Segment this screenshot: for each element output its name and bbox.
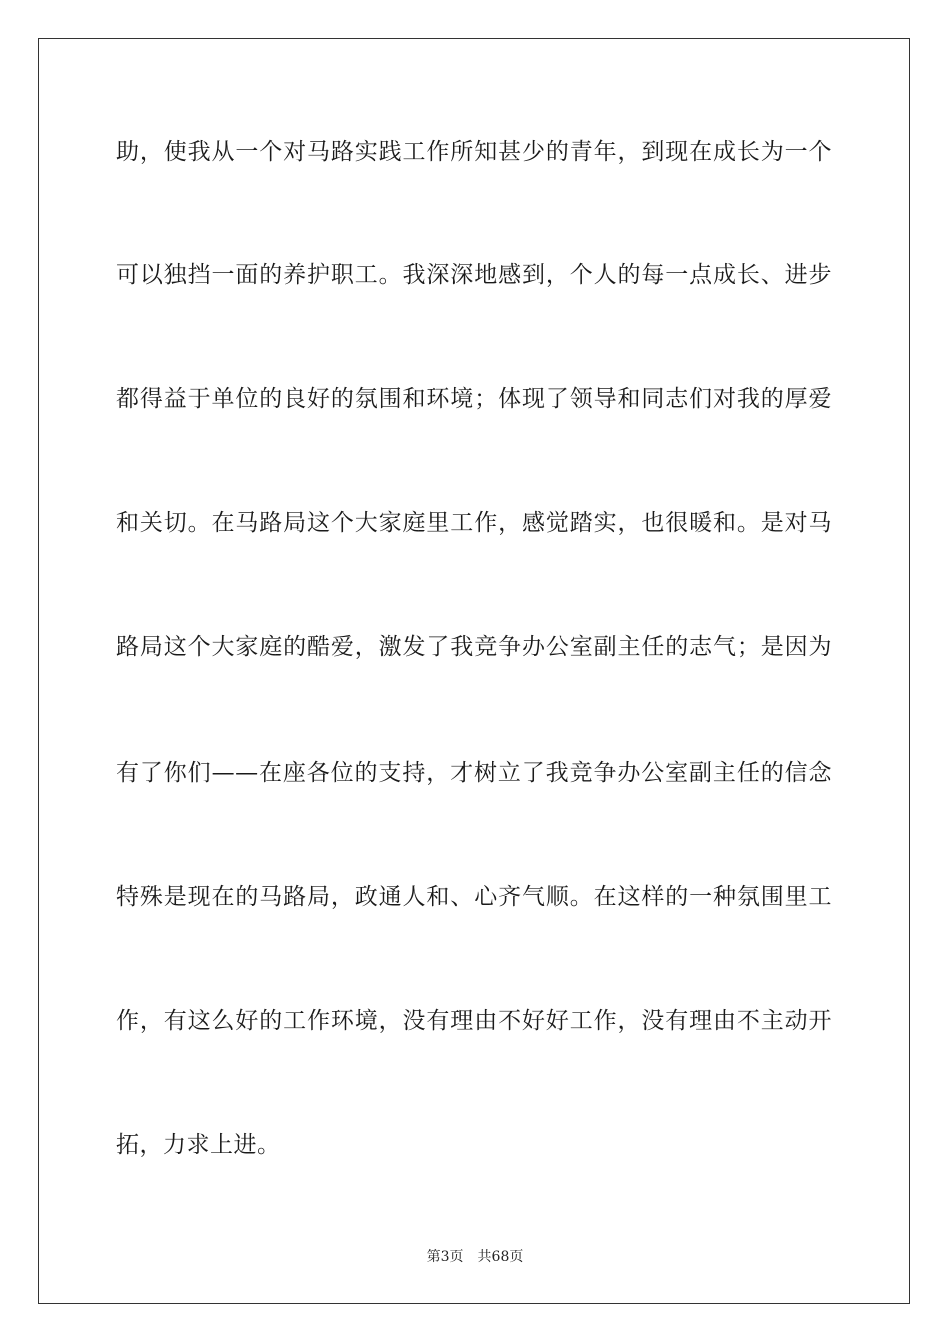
page-total: 共68页	[477, 1249, 524, 1265]
page-number: 第3页	[426, 1249, 464, 1265]
text-line: 有了你们——在座各位的支持，才树立了我竞争办公室副主任的信念	[116, 760, 832, 786]
text-line: 特殊是现在的马路局，政通人和、心齐气顺。在这样的一种氛围里工	[116, 884, 832, 910]
text-line: 路局这个大家庭的酷爱，激发了我竞争办公室副主任的志气；是因为	[116, 634, 832, 660]
page-border	[38, 38, 910, 1304]
text-line: 拓，力求上进。	[116, 1132, 281, 1158]
page-footer	[0, 1248, 950, 1266]
text-line: 可以独挡一面的养护职工。我深深地感到，个人的每一点成长、进步	[116, 262, 832, 288]
text-line: 作，有这么好的工作环境，没有理由不好好工作，没有理由不主动开	[116, 1008, 832, 1034]
text-line: 和关切。在马路局这个大家庭里工作，感觉踏实，也很暖和。是对马	[116, 510, 832, 536]
text-line: 助，使我从一个对马路实践工作所知甚少的青年，到现在成长为一个	[116, 139, 832, 165]
text-line: 都得益于单位的良好的氛围和环境；体现了领导和同志们对我的厚爱	[116, 386, 832, 412]
